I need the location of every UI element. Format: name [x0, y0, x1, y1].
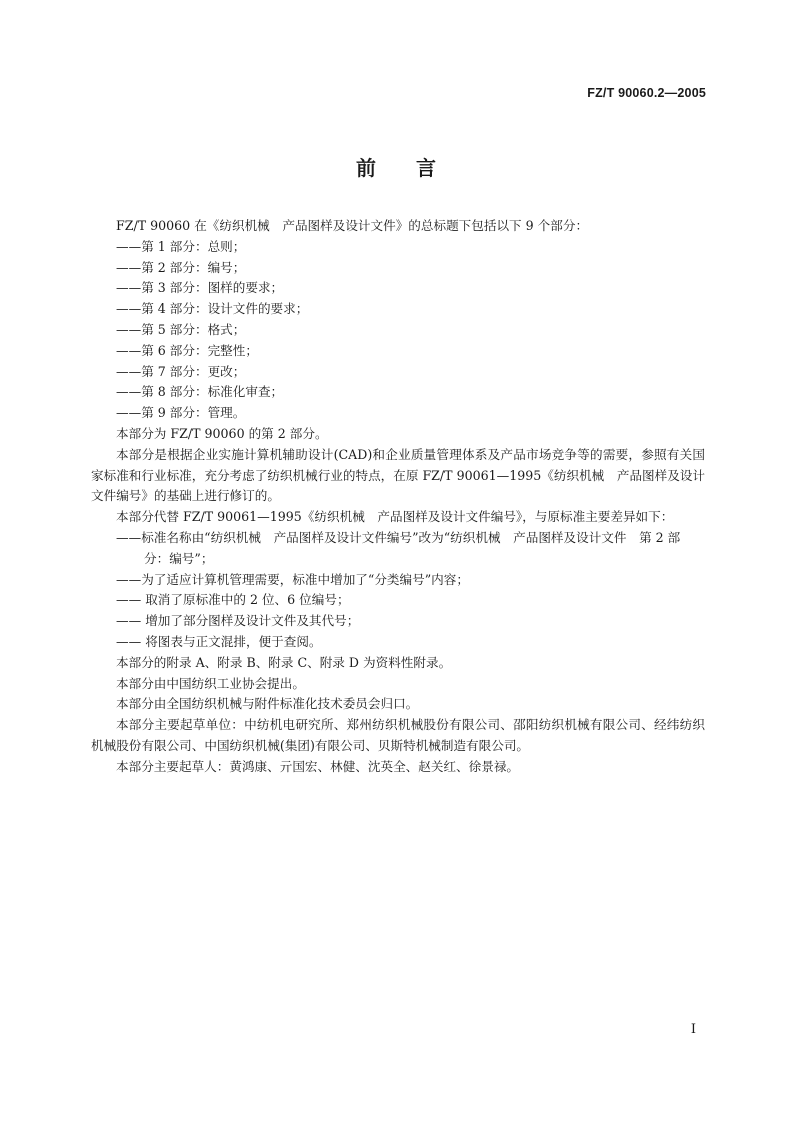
paragraph: FZ/T 90060 在《纺织机械 产品图样及设计文件》的总标题下包括以下 9 个部分： — [116, 218, 589, 233]
list-item: ——第 8 部分：标准化审查； — [116, 384, 284, 400]
list-item: ——第 6 部分：完整性； — [116, 342, 258, 358]
standard-code: FZ/T 90060.2—2005 — [587, 86, 706, 100]
paragraph: 本部分为 FZ/T 90060 的第 2 部分。 — [116, 425, 328, 441]
paragraph: 本部分主要起草单位：中纺机电研究所、郑州纺织机械股份有限公司、邵阳纺织机械有限公司、经纬纺织机械股份有限公司、中国纺织机械(集团)有限公司、贝斯特机械制造有限公司。 — [91, 717, 705, 753]
list-item: —— 增加了部分图样及设计文件及其代号； — [116, 613, 360, 629]
title-char-right: 言 — [416, 156, 438, 180]
foreword-body — [91, 216, 705, 778]
paragraph: 本部分代替 FZ/T 90061—1995《纺织机械 产品图样及设计文件编号》，与原标准主要差异如下： — [116, 509, 674, 525]
title-char-left: 前 — [356, 156, 378, 180]
paragraph: 本部分由全国纺织机械与附件标准化技术委员会归口。 — [116, 696, 419, 712]
list-item: ——第 2 部分：编号； — [116, 259, 246, 275]
list-item: ——第 5 部分：格式； — [116, 321, 246, 337]
list-item: ——标准名称由“纺织机械 产品图样及设计文件编号”改为“纺织机械 产品图样及设计文件 第 2 部分：编号”； — [116, 529, 681, 566]
paragraph: 本部分的附录 A、附录 B、附录 C、附录 D 为资料性附录。 — [116, 654, 452, 670]
page-title — [0, 152, 794, 181]
paragraph: 本部分主要起草人：黄鸿康、亓国宏、林健、沈英全、赵关红、徐景禄。 — [116, 758, 519, 774]
paragraph: 本部分由中国纺织工业协会提出。 — [116, 675, 305, 691]
page-number: I — [690, 1022, 696, 1037]
list-item: ——第 4 部分：设计文件的要求； — [116, 301, 309, 317]
list-item: ——第 9 部分：管理。 — [116, 405, 246, 421]
list-item: ——为了适应计算机管理需要，标准中增加了“分类编号”内容； — [116, 571, 469, 587]
paragraph: 本部分是根据企业实施计算机辅助设计(CAD)和企业质量管理体系及产品市场竞争等的需要，参照有关国家标准和行业标准，充分考虑了纺织机械行业的特点，在原 FZ/T 90061—1995《纺织机械 产品图样及设计文件编号》的基础上进行修订的。 — [91, 446, 706, 504]
list-item: ——第 1 部分：总则； — [116, 238, 246, 254]
list-item: —— 将图表与正文混排，便于查阅。 — [116, 633, 322, 649]
list-item: ——第 3 部分：图样的要求； — [116, 280, 284, 296]
list-item: ——第 7 部分：更改； — [116, 363, 246, 379]
list-item: —— 取消了原标准中的 2 位、6 位编号； — [116, 592, 350, 608]
